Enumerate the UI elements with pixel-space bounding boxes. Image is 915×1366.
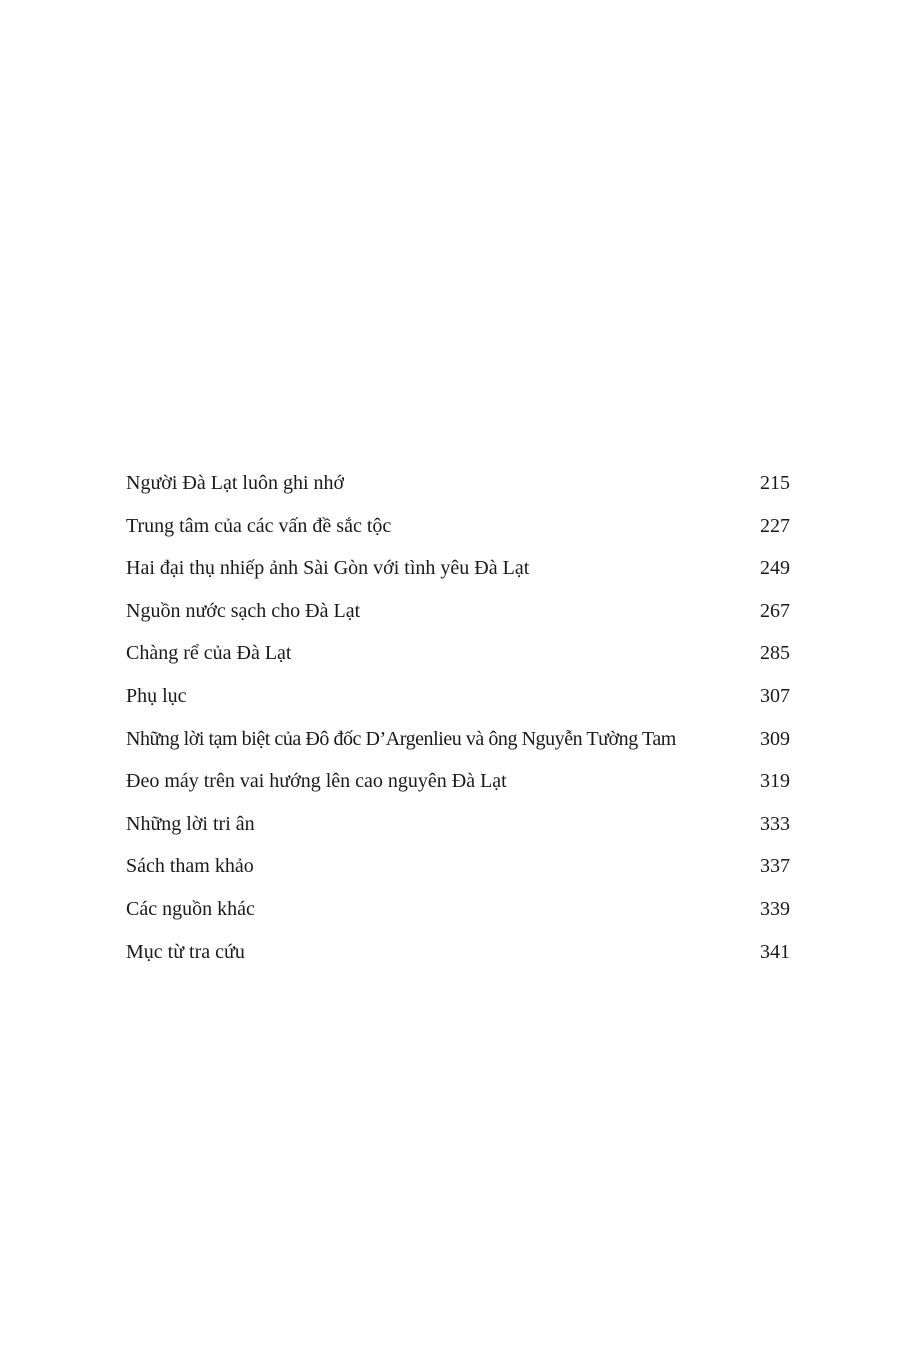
toc-entry-title: Những lời tạm biệt của Đô đốc D’Argenlieu và ông Nguyễn Tường Tam: [126, 727, 676, 750]
toc-entry-title: Trung tâm của các vấn đề sắc tộc: [126, 514, 392, 537]
toc-entry-page-number: 285: [760, 642, 790, 665]
toc-entry: [126, 931, 790, 974]
toc-entry-page-number: 309: [760, 727, 790, 750]
toc-entry: [126, 547, 790, 590]
toc-entry-title: Người Đà Lạt luôn ghi nhớ: [126, 472, 345, 494]
toc-entry: [126, 590, 790, 633]
toc-entry: [126, 845, 790, 888]
toc-entry-page-number: 339: [760, 897, 790, 920]
toc-entry: [126, 632, 790, 675]
toc-entry: [126, 718, 790, 761]
toc-entry-page-number: 227: [760, 514, 790, 537]
toc-entry: [126, 462, 790, 505]
toc-entry-page-number: 215: [760, 472, 790, 494]
toc-entry-page-number: 333: [760, 812, 790, 835]
toc-entry-title: Chàng rể của Đà Lạt: [126, 642, 292, 665]
toc-entry-page-number: 319: [760, 770, 790, 793]
toc-entry-page-number: 337: [760, 855, 790, 878]
toc-entry-title: Mục từ tra cứu: [126, 940, 245, 963]
toc-entry-title: Phụ lục: [126, 684, 187, 707]
toc-entry-title: Các nguồn khác: [126, 897, 255, 920]
toc-entry-page-number: 249: [760, 557, 790, 580]
toc-entry-title: Đeo máy trên vai hướng lên cao nguyên Đà Lạt: [126, 770, 507, 793]
toc-entry: [126, 760, 790, 803]
table-of-contents: [126, 462, 790, 973]
toc-entry-title: Những lời tri ân: [126, 812, 255, 835]
toc-entry: [126, 505, 790, 548]
toc-entry-title: Hai đại thụ nhiếp ảnh Sài Gòn với tình yêu Đà Lạt: [126, 557, 530, 580]
toc-entry-title: Sách tham khảo: [126, 855, 254, 878]
toc-entry-page-number: 267: [760, 599, 790, 622]
toc-entry: [126, 803, 790, 846]
toc-entry: [126, 888, 790, 931]
toc-entry-page-number: 341: [760, 940, 790, 963]
toc-entry-page-number: 307: [760, 684, 790, 707]
toc-entry: [126, 675, 790, 718]
toc-entry-title: Nguồn nước sạch cho Đà Lạt: [126, 599, 361, 622]
